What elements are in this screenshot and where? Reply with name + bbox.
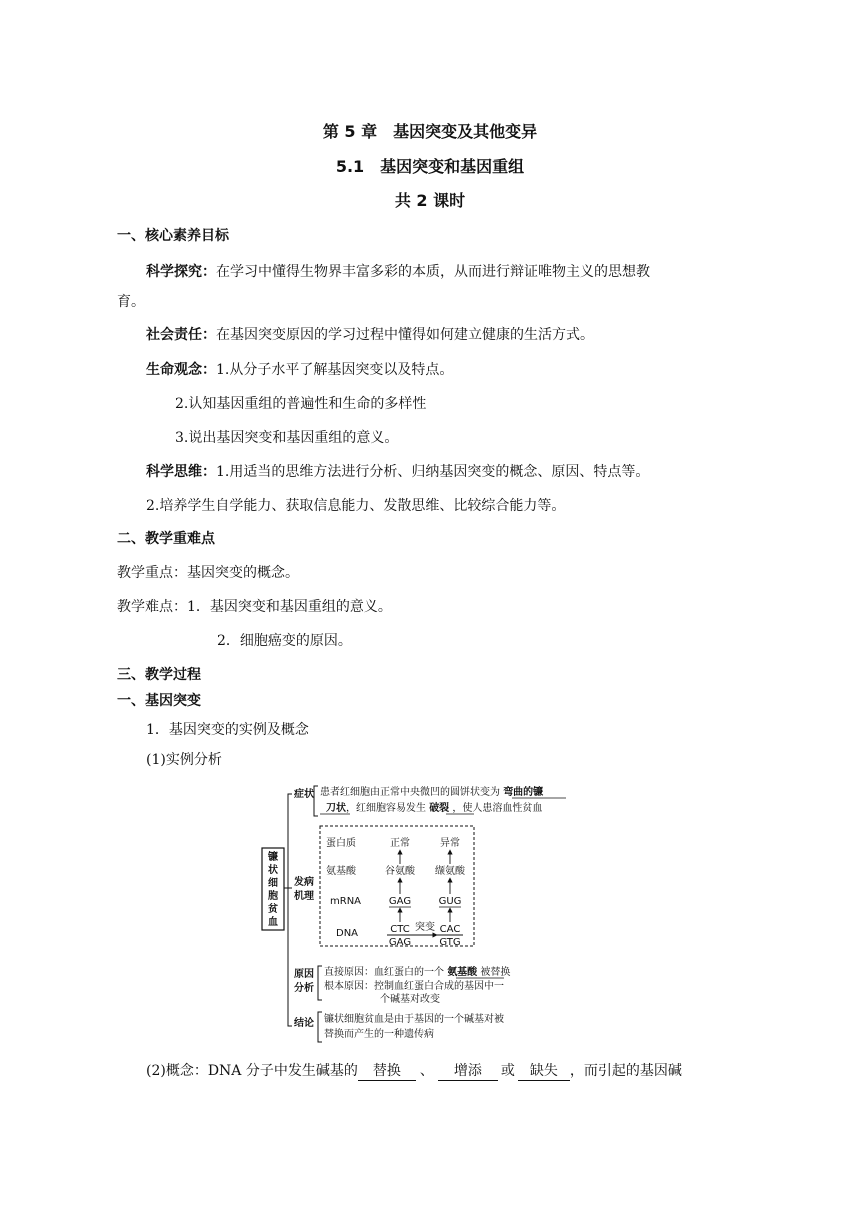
dna-abnormal-top: CAC <box>439 924 461 935</box>
part3-heading: 三、教学过程 <box>117 667 201 683</box>
root-char-2: 状 <box>268 865 278 876</box>
goal-think <box>146 462 649 482</box>
mrna-normal: GAG <box>388 896 412 907</box>
direct-cause: 直接原因：血红蛋白的一个 氨基酸 被替换 <box>324 967 511 978</box>
row-amino-acid: 氨基酸 <box>326 866 356 877</box>
part1-heading: 一、核心素养目标 <box>117 228 229 244</box>
root-cause-1: 根本原因：控制血红蛋白合成的基因中一 <box>324 981 504 992</box>
row-mrna: mRNA <box>330 896 362 907</box>
symptom-line-1: 患者红细胞由正常中央微凹的圆饼状变为 弯曲的镰 <box>320 787 544 798</box>
goal-science <box>146 262 650 282</box>
goal-social-label: 社会责任： <box>146 327 216 343</box>
symptom-label: 症状 <box>294 789 314 800</box>
mechanism-label-1: 发病 <box>294 877 314 888</box>
section-title: 5.1 基因突变和基因重组 <box>335 157 525 176</box>
goal-think-item-1: 1.用适当的思维方法进行分析、归纳基因突变的概念、原因、特点等。 <box>216 464 650 480</box>
goal-think-label: 科学思维： <box>146 464 216 480</box>
goal-social <box>146 325 594 345</box>
mutation-label: 突变 <box>415 922 435 933</box>
goal-think-item-2: 2.培养学生自学能力、获取信息能力、发散思维、比较综合能力等。 <box>146 498 566 514</box>
cause-label-1: 原因 <box>294 969 314 980</box>
abnormal-protein: 异常 <box>440 838 460 849</box>
amino-acid-normal: 谷氨酸 <box>385 866 415 877</box>
dna-normal-top: CTC <box>390 924 410 935</box>
subsection-heading: 一、基因突变 <box>117 693 201 709</box>
root-char-1: 镰 <box>268 852 278 863</box>
goal-life-item-2: 2.认知基因重组的普遍性和生命的多样性 <box>175 396 427 412</box>
root-char-3: 细 <box>268 878 278 889</box>
item-1-1: (1)实例分析 <box>146 752 222 768</box>
concept-line <box>146 1061 682 1081</box>
goal-science-text: 在学习中懂得生物界丰富多彩的本质，从而进行辩证唯物主义的思想教 <box>216 264 650 280</box>
sickle-cell-concept-diagram <box>258 780 588 1052</box>
amino-acid-abnormal: 缬氨酸 <box>435 866 465 877</box>
concept-prefix: (2)概念：DNA 分子中发生碱基的 <box>146 1063 358 1079</box>
root-char-4: 胞 <box>268 891 278 902</box>
goal-science-text-cont: 育。 <box>117 294 145 310</box>
chapter-title: 第 5 章 基因突变及其他变异 <box>322 122 538 141</box>
goal-life <box>146 360 453 380</box>
concept-fill-1: 替换 <box>358 1062 416 1081</box>
dna-normal-bottom: GAG <box>388 937 412 948</box>
concept-suffix: ，而引起的基因碱 <box>569 1063 682 1079</box>
concept-sep-2: 或 <box>500 1063 515 1079</box>
normal-protein: 正常 <box>390 838 410 849</box>
root-char-5: 贫 <box>268 904 278 915</box>
concept-sep-1: 、 <box>419 1063 434 1079</box>
goal-science-label: 科学探究： <box>146 264 216 280</box>
conclusion-1: 镰状细胞贫血是由于基因的一个碱基对被 <box>324 1014 504 1025</box>
dna-abnormal-bottom: GTG <box>439 937 461 948</box>
mrna-abnormal: GUG <box>438 896 462 907</box>
key-point: 教学重点：基因突变的概念。 <box>117 565 299 581</box>
mechanism-label-2: 机理 <box>294 891 314 902</box>
row-protein: 蛋白质 <box>326 838 356 849</box>
period-count: 共 2 课时 <box>394 191 466 210</box>
goal-life-item-3: 3.说出基因突变和基因重组的意义。 <box>175 430 399 446</box>
root-char-6: 血 <box>268 917 278 928</box>
concept-fill-2: 增添 <box>438 1062 498 1081</box>
goal-life-item-1: 1.从分子水平了解基因突变以及特点。 <box>216 362 454 378</box>
cause-label-2: 分析 <box>294 983 314 994</box>
part2-heading: 二、教学重难点 <box>117 531 215 547</box>
conclusion-label: 结论 <box>294 1018 314 1029</box>
item-1: 1．基因突变的实例及概念 <box>146 722 309 738</box>
conclusion-2: 替换而产生的一种遗传病 <box>324 1029 434 1040</box>
root-cause-2: 个碱基对改变 <box>380 994 440 1005</box>
row-dna: DNA <box>336 928 359 939</box>
symptom-line-2: 刀状，红细胞容易发生 破裂 ，使人患溶血性贫血 <box>326 803 543 814</box>
goal-social-text: 在基因突变原因的学习过程中懂得如何建立健康的生活方式。 <box>216 327 594 343</box>
concept-fill-3: 缺失 <box>518 1062 570 1081</box>
difficult-point-1: 教学难点：1．基因突变和基因重组的意义。 <box>117 599 392 615</box>
goal-life-label: 生命观念： <box>146 362 216 378</box>
difficult-point-2: 2．细胞癌变的原因。 <box>217 633 352 649</box>
